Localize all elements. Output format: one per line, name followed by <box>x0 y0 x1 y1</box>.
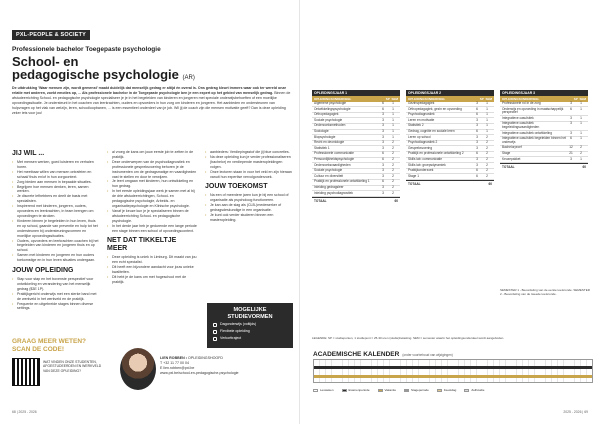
table2-title: OPLEIDINGSJAAR 2 <box>406 90 494 96</box>
course-sem: 1 <box>580 106 582 111</box>
tikkeltje-item: • Deze opleiding is uniek in Limburg. Dit maakt van jou een echt specialist. <box>107 255 197 265</box>
course-name: Integratieve casuïstiek begeleidingsvaardigheden <box>502 121 540 130</box>
legend-item <box>437 388 457 392</box>
table3-title: OPLEIDINGSJAAR 3 <box>500 90 588 96</box>
course-sem: 2 <box>392 157 394 162</box>
calendar-subtitle: (onder voorbehoud van wijzigingen) <box>402 353 453 357</box>
course-sp: 3 <box>382 123 384 128</box>
course-sem: 2 <box>392 140 394 145</box>
course-sp: 6 <box>382 106 384 111</box>
contact-block: LIEN ROBBEN • OPLEIDINGSHOOFD T +32 11 77 00 04 E lien.robben@pxl.be www.pxl.be/school-en-pedagogische-psychologie <box>160 356 270 376</box>
toekomst-item: • Na een of meerdere jaren kun je bij een school of organisatie als psycholoog functioneren. <box>205 193 293 203</box>
course-name: Onderzoeksvaardigheden <box>314 162 351 167</box>
course-name: Sociale psychologie <box>314 168 343 173</box>
contact-email[interactable]: E lien.robben@pxl.be <box>160 366 195 370</box>
legend-item <box>342 388 370 392</box>
course-sem: 1 <box>392 106 394 111</box>
course-name: Skills lab: communicatie <box>408 157 443 162</box>
col-header: OPLEIDINGSONDERDEEL <box>314 96 352 101</box>
course-name: Onderwijs en opvoeding in maatschappelijk perspectief <box>502 106 564 115</box>
more-info-heading: GRAAG MEER WETEN? SCAN DE CODE! <box>12 338 87 353</box>
course-sem: 2 <box>392 151 394 156</box>
course-sem: 1 <box>486 112 488 117</box>
jij-wil-list <box>12 160 100 263</box>
course-sem: 1 <box>486 106 488 111</box>
course-sp: 6 <box>382 151 384 156</box>
calendar-icon <box>213 323 217 327</box>
total-label: TOTAAL <box>502 164 515 169</box>
course-sp: 3 <box>382 190 384 195</box>
course-sp: 3 <box>382 140 384 145</box>
course-sp: 6 <box>476 168 478 173</box>
course-sp: 6 <box>382 157 384 162</box>
col-header: SEM <box>579 96 586 101</box>
table1-body <box>312 102 400 197</box>
course-sp: 3 <box>476 157 478 162</box>
qr-code[interactable] <box>12 358 40 386</box>
course-sem: 2 <box>392 190 394 195</box>
course-name: Stage <box>502 151 511 156</box>
course-sem: 2 <box>392 162 394 167</box>
course-sem: 1 <box>392 101 394 106</box>
contact-photo <box>120 348 156 390</box>
course-sem: 1 <box>392 129 394 134</box>
course-sp: 3 <box>382 117 384 122</box>
jij-wil-item: • Kinderen binnen je begeleiden in hun leven, thuis en op school, gaande van preventie en hulp tot het ondersteunen bij ondersteuningsvormen en moeilijke opvoedingssituaties. <box>12 219 100 239</box>
total-value: 60 <box>488 181 492 186</box>
course-sem: 2 <box>392 145 394 150</box>
course-name: Integratieve casuïstiek <box>502 115 534 120</box>
clock-icon <box>213 330 217 334</box>
course-sem: 1 <box>392 112 394 117</box>
studievorm-item <box>213 322 287 327</box>
legend-swatch <box>342 389 347 392</box>
page-title-line2 <box>12 68 195 85</box>
course-sem: 1 <box>486 117 488 122</box>
course-sp: 12 <box>569 145 573 150</box>
course-sem: 1 <box>392 134 394 139</box>
legend-label: Examenperiode <box>348 388 370 392</box>
page-title-abbr: (AR) <box>182 75 195 81</box>
course-sem: 2 <box>486 162 488 167</box>
col-header: SP <box>479 96 484 101</box>
course-sem: 2 <box>486 140 488 145</box>
total-value: 60 <box>394 198 398 203</box>
course-sp: 3 <box>382 134 384 139</box>
table1-total <box>312 197 400 204</box>
table2-total <box>406 180 494 187</box>
toekomst-heading: JOUW TOEKOMST <box>205 183 268 191</box>
course-name: Praktijkonderzoek <box>408 168 434 173</box>
course-sem: 2 <box>486 145 488 150</box>
col-header: SP <box>385 96 390 101</box>
course-name: Algemene psychologie <box>314 101 347 106</box>
course-name: Gespreksvoering <box>408 145 433 150</box>
course-name: Gedrag, cognitie en sociale leren <box>408 129 455 134</box>
course-sp: 6 <box>476 106 478 111</box>
opleiding-item: • Frequente en uitgebreide stages binnen diverse settings. <box>12 302 100 312</box>
col2-item: • al vroeg de kans om jouw eerste job te zetten in de praktijk. <box>107 150 197 160</box>
table-year-2 <box>406 90 494 187</box>
calendar-grid <box>313 359 593 383</box>
studievorm-item <box>213 329 287 334</box>
jij-wil-item: • Begrijpen hoe mensen denken, leren, samen werken. <box>12 185 100 195</box>
course-sem: 2 <box>580 145 582 150</box>
course-sem: 2 <box>486 134 488 139</box>
course-name: Praktijk en professionele ontwikkeling 2 <box>408 151 464 156</box>
course-sp: 6 <box>476 129 478 134</box>
course-name: Orthopedagogiek <box>314 112 339 117</box>
course-name: Orthopedagogiek, gezin en opvoeding <box>408 106 462 111</box>
course-name: Biopsychologie <box>314 134 336 139</box>
course-name: Gezinspedagogiek <box>408 101 435 106</box>
right-page <box>300 0 600 424</box>
studievorm-item <box>213 336 287 341</box>
jij-wil-item: • Met mensen werken, goed luisteren en verhalen horen. <box>12 160 100 170</box>
column-3 <box>205 150 293 223</box>
page-number-right: 2025 - 2026 | 69 <box>563 410 588 414</box>
column-2 <box>107 150 197 285</box>
course-sem: 2 <box>486 151 488 156</box>
course-sp: 3 <box>382 168 384 173</box>
legend-item <box>404 388 429 392</box>
total-label: TOTAAL <box>408 181 421 186</box>
course-sp: 6 <box>476 112 478 117</box>
course-name: Praktijk en professionele ontwikkeling 1 <box>314 179 370 184</box>
course-sem: 2 <box>486 173 488 178</box>
contact-phone[interactable]: T +32 11 77 00 04 <box>160 361 189 365</box>
course-sp: 3 <box>382 129 384 134</box>
course-sp: 3 <box>476 162 478 167</box>
course-sp: 3 <box>570 115 572 120</box>
course-name: Onderzoeksmethoden <box>314 123 346 128</box>
course-name: Inleiding gedragsleer <box>314 185 344 189</box>
calendar-title <box>313 351 453 358</box>
legend-swatch <box>404 389 409 392</box>
course-sem: 2 <box>392 179 394 184</box>
semester-note: SEMESTER 1 - Beoordeling van de eerste toetsronde. SEMESTER 2 - Beoordeling van de tweede toetsronde. <box>500 288 590 296</box>
course-name: Persoonlijkheidspsychologie <box>314 157 355 162</box>
legend-item <box>313 388 334 392</box>
calendar-band <box>314 366 592 369</box>
studievormen-box <box>207 303 293 348</box>
course-name: Integratieve casuïstiek ontwikkeling <box>502 130 552 135</box>
course-sp: 6 <box>570 106 572 111</box>
legend-swatch <box>378 389 383 392</box>
jij-wil-item: • Zorg bieden aan mensen in bepaalde situaties. <box>12 180 100 185</box>
course-name: Keuzepakket <box>502 156 521 161</box>
course-sp: 3 <box>382 145 384 150</box>
tikkeltje-item: • Dit hebt je de kans om met hogeschool met de praktijk. <box>107 275 197 285</box>
fast-forward-icon <box>213 337 217 341</box>
contact-web[interactable]: www.pxl.be/school-en-pedagogische-psychologie <box>160 371 239 375</box>
legend-label: Zelfstudie <box>471 388 485 392</box>
page-title-line2-text: pedagogische psychologie <box>12 67 179 82</box>
col2-item: • Vanaf je keuze kun je je specialiseren binnen de afstudeerrichting School- en pedagogische psychologie. <box>107 209 197 224</box>
jij-wil-item: • Inspirerend met kinderen, jongeren, ouders, opvoeders en leerkrachten, in team brengen om opvoedingen te stroken. <box>12 204 100 219</box>
jij-wil-heading: JIJ WIL ... <box>12 150 45 157</box>
col3-item: • Na deze opleiding kun je verder professionaliseren (bachelor) en verdiepende masteropleidingen volgen. <box>205 155 293 170</box>
jij-wil-item: • Samen met kinderen en jongeren en hun ouders toekomstige en in hun leven situaties ondergaan. <box>12 253 100 263</box>
tikkeltje-list <box>107 255 197 284</box>
table3-body <box>500 102 588 163</box>
course-sp: 3 <box>476 145 478 150</box>
col3-item: • aanbieders: Verdiepingsstof die jij blue concreties. <box>205 150 293 155</box>
course-sem: 1 <box>580 136 582 141</box>
course-sp: 3 <box>476 134 478 139</box>
page-number-left: 68 | 2025 - 2026 <box>12 410 37 414</box>
course-sp: 3 <box>570 156 572 161</box>
course-name: Psychodiagnostiek 2 <box>408 140 438 145</box>
contact-name: LIEN ROBBEN <box>160 356 185 360</box>
page-title-line1: School- en <box>12 54 79 69</box>
jij-wil-item: • Je discrete lefhebbers en deelt de basis met specialisten. <box>12 194 100 204</box>
course-name: Sociologie <box>314 129 329 134</box>
course-sp: 6 <box>476 173 478 178</box>
section-tag: PXL-PEOPLE & SOCIETY <box>12 30 90 40</box>
tikkeltje-item: • Dit heeft een bijzondere aandacht voor jouw unieke kwaliteiten. <box>107 265 197 275</box>
col3-item: • Onze lectoren staan in voor het veld en zijn hieraan vanuit hun expertise vervolgonderzoek. <box>205 170 293 180</box>
opleiding-list <box>12 277 100 311</box>
course-sp: 21 <box>569 151 573 156</box>
course-sem: 2 <box>392 173 394 178</box>
course-name: Bachelorproef <box>502 145 522 150</box>
tikkeltje-heading: NET DAT TIKKELTJE MEER <box>107 237 177 253</box>
course-sp: 3 <box>476 101 478 106</box>
course-name: Skills lab: groepsdynamiek <box>408 162 446 167</box>
toekomst-list <box>205 193 293 222</box>
course-name: Professionele communicatie <box>314 151 354 156</box>
studievormen-title: MOGELIJKE STUDIEVORMEN <box>227 307 273 320</box>
course-sem: 1 <box>392 117 394 122</box>
jij-wil-item: • Het meetbaar willen van mensen ontrafelen en schaal/ thuis en/of in hun zorgcontext. <box>12 170 100 180</box>
course-name: Sociale psychologie <box>314 117 343 122</box>
legend-note: LEGENDE: SP = studiepunten, 1 studiepunt = 25-30 uren (studie)belasting. SEM = semester waarin het opleidingsonderdeel wordt aangeboden. <box>312 336 505 340</box>
course-sp: 6 <box>382 101 384 106</box>
intro-bold: De uitdrukking 'Waar mensen zijn, wordt gemenst' maakt duidelijk dat menselijk gedrag er altijd én overal is. Ons gedrag kleurt immers waar ook ter wereld onze relatie met anderen, zoekt emoties op, ... Als professionele bachelor in de Toegepaste psychologie ben je een expert op het gebied van menselijk gedrag. <box>12 86 287 95</box>
course-sem: 1 <box>486 129 488 134</box>
course-sp: 6 <box>382 179 384 184</box>
course-sem: 2 <box>580 151 582 156</box>
course-sem: 2 <box>486 157 488 162</box>
studievorm-label: Verkorttraject <box>220 336 242 340</box>
legend-label: Vakantie <box>384 388 396 392</box>
course-sem: 2 <box>486 168 488 173</box>
opleiding-heading: JOUW OPLEIDING <box>12 267 74 275</box>
table-year-1 <box>312 90 400 204</box>
toekomst-item: • Je kunt ook verder studeren binnen een masteropleiding. <box>205 213 293 223</box>
table-row <box>500 107 588 116</box>
table-row <box>500 122 588 131</box>
course-name: Psychodiagnostiek <box>408 112 435 117</box>
col-header: SEM <box>391 96 398 101</box>
col-header: OPLEIDINGSONDERDEEL <box>502 96 540 101</box>
course-sp: 3 <box>382 162 384 167</box>
course-sem: 1 <box>580 101 582 106</box>
course-sp: 6 <box>476 151 478 156</box>
opleiding-item: • Praktijkgericht onderwijs met een sterke band met de werkveld in het werkveld en de praktijk. <box>12 292 100 302</box>
col2-item: • In het derde jaar heb je gedurende een lange periode een stage binnen een school of opvoedingscontext. <box>107 224 197 234</box>
course-sp: 3 <box>570 121 572 126</box>
col3-list <box>205 150 293 179</box>
col2-list <box>107 150 197 233</box>
column-1 <box>12 150 100 311</box>
course-sp: 6 <box>570 136 572 141</box>
legend-item <box>378 388 396 392</box>
course-name: Cultuur en diversiteit <box>314 173 344 178</box>
course-name: Professionele rol in de zorg <box>502 101 541 106</box>
col2-item: • Deze onderwerpen van de psychodiagnostiek en professionele gespreksvoering behoren je de instrumenten om de gedragsmatige en vaardigheden vast te stellen en door te verwijzen. <box>107 160 197 180</box>
qr-caption: WAT VINDEN ONZE STUDENTEN, AFGESTUDEERDEN EN WERKVELD VAN DEZE OPLEIDING? <box>43 360 102 373</box>
course-sem: 1 <box>486 123 488 128</box>
table3-total <box>500 163 588 170</box>
table2-body <box>406 102 494 180</box>
studievorm-label: Dagonderwijs (voltijds) <box>220 322 257 326</box>
table-year-3 <box>500 90 588 170</box>
course-sp: 3 <box>570 101 572 106</box>
course-name: Recht en deontologie <box>314 140 345 145</box>
opleiding-item: • Stap voor stap en het bovenste perspectief voor ontwikkeling en verandering van het menselijk gedrag ($3E 1P). <box>12 277 100 292</box>
course-sem: 1 <box>392 123 394 128</box>
course-sem: 2 <box>392 168 394 173</box>
total-label: TOTAAL <box>314 198 327 203</box>
course-sem: 1 <box>580 156 582 161</box>
jij-wil-item: • Ouders, opvoeders en leerkrachten coachen bij het begeleiden van kinderen en jongeren thuis en op school. <box>12 239 100 254</box>
course-sem: 1 <box>580 130 582 135</box>
course-sem: 1 <box>580 121 582 126</box>
contact-role: OPLEIDINGSHOOFD <box>188 356 223 360</box>
intro-text: Binnen de afstudeerrichting School- en pedagogische psychologie specialiseer je je in het begeleiden van kinderen en jongeren met speciale onderwijsbehoeften of een moeilijke opvoedingssituatie. Je ondersteunt in het coachen van leerkrachten, ouders en opvoeders in hun zorg om kinderen en jongeren. Het aanbieden en ondersteunen van hulpvragen op het vlak van welzijn, leren, schoolloopbanen, ... is een essentieel onderdeel van je job. Wil jij de coach zijn die mensen motivatie geeft? Dan is deze opleiding zeker iets voor jou! <box>12 91 291 115</box>
col2-item: • Je leert omgaan met kinderen, hun ontwikkeling en hun gedrag. <box>107 179 197 189</box>
studievorm-label: Flexibele opleiding <box>220 329 250 333</box>
course-name: Ontwikkelingspsychologie <box>314 106 351 111</box>
legend-item <box>464 388 484 392</box>
legend-swatch <box>313 389 318 392</box>
course-name: Integratieve casuïstiek begeleiden binnen het onderwijs <box>502 136 566 144</box>
col-header: OPLEIDINGSONDERDEEL <box>408 96 446 101</box>
total-value: 60 <box>582 164 586 169</box>
course-name: Stage 1 <box>408 173 419 178</box>
col-header: SEM <box>485 96 492 101</box>
course-sp: 3 <box>476 123 478 128</box>
table1-title: OPLEIDINGSJAAR 1 <box>312 90 400 96</box>
course-sp: 3 <box>476 117 478 122</box>
course-sp: 3 <box>476 140 478 145</box>
col2-item: • In het eerste opleidingsjaar werk je samen met al bij de drie afstudeerrichtingen, School- en pedagogische psychologie, Arbeids- en organisatiepsychologie en Klinische psychologie. <box>107 189 197 209</box>
course-name: Inleiding psychodiagnostiek <box>314 190 353 195</box>
course-name: Statistiek 2 <box>408 123 424 128</box>
course-sp: 3 <box>570 130 572 135</box>
intro-paragraph <box>12 86 292 116</box>
toekomst-item: • Je kan aan de slag als (CLB-)medewerker of gedragsdeskundige in een organisatie. <box>205 203 293 213</box>
course-sp: 3 <box>382 185 384 189</box>
course-sem: 2 <box>392 185 394 189</box>
legend-label: Feestdag <box>443 388 457 392</box>
page-subtitle: Professionele bachelor Toegepaste psychologie <box>12 46 161 53</box>
legend-label: Stageperiode <box>410 388 429 392</box>
calendar-band <box>314 375 592 378</box>
legend-label: Lesweken <box>320 388 334 392</box>
course-sem: 1 <box>580 115 582 120</box>
legend-swatch <box>464 389 469 392</box>
course-sp: 3 <box>382 173 384 178</box>
calendar-title-text: ACADEMISCHE KALENDER <box>313 351 400 358</box>
col-header: SP <box>573 96 578 101</box>
course-name: Leren op school <box>408 134 431 139</box>
calendar-legend <box>313 388 593 392</box>
legend-swatch <box>437 389 442 392</box>
course-sem: 1 <box>486 101 488 106</box>
course-name: Leren en motivatie <box>408 117 435 122</box>
course-name: Statistiek 1 <box>314 145 330 150</box>
course-sp: 3 <box>382 112 384 117</box>
